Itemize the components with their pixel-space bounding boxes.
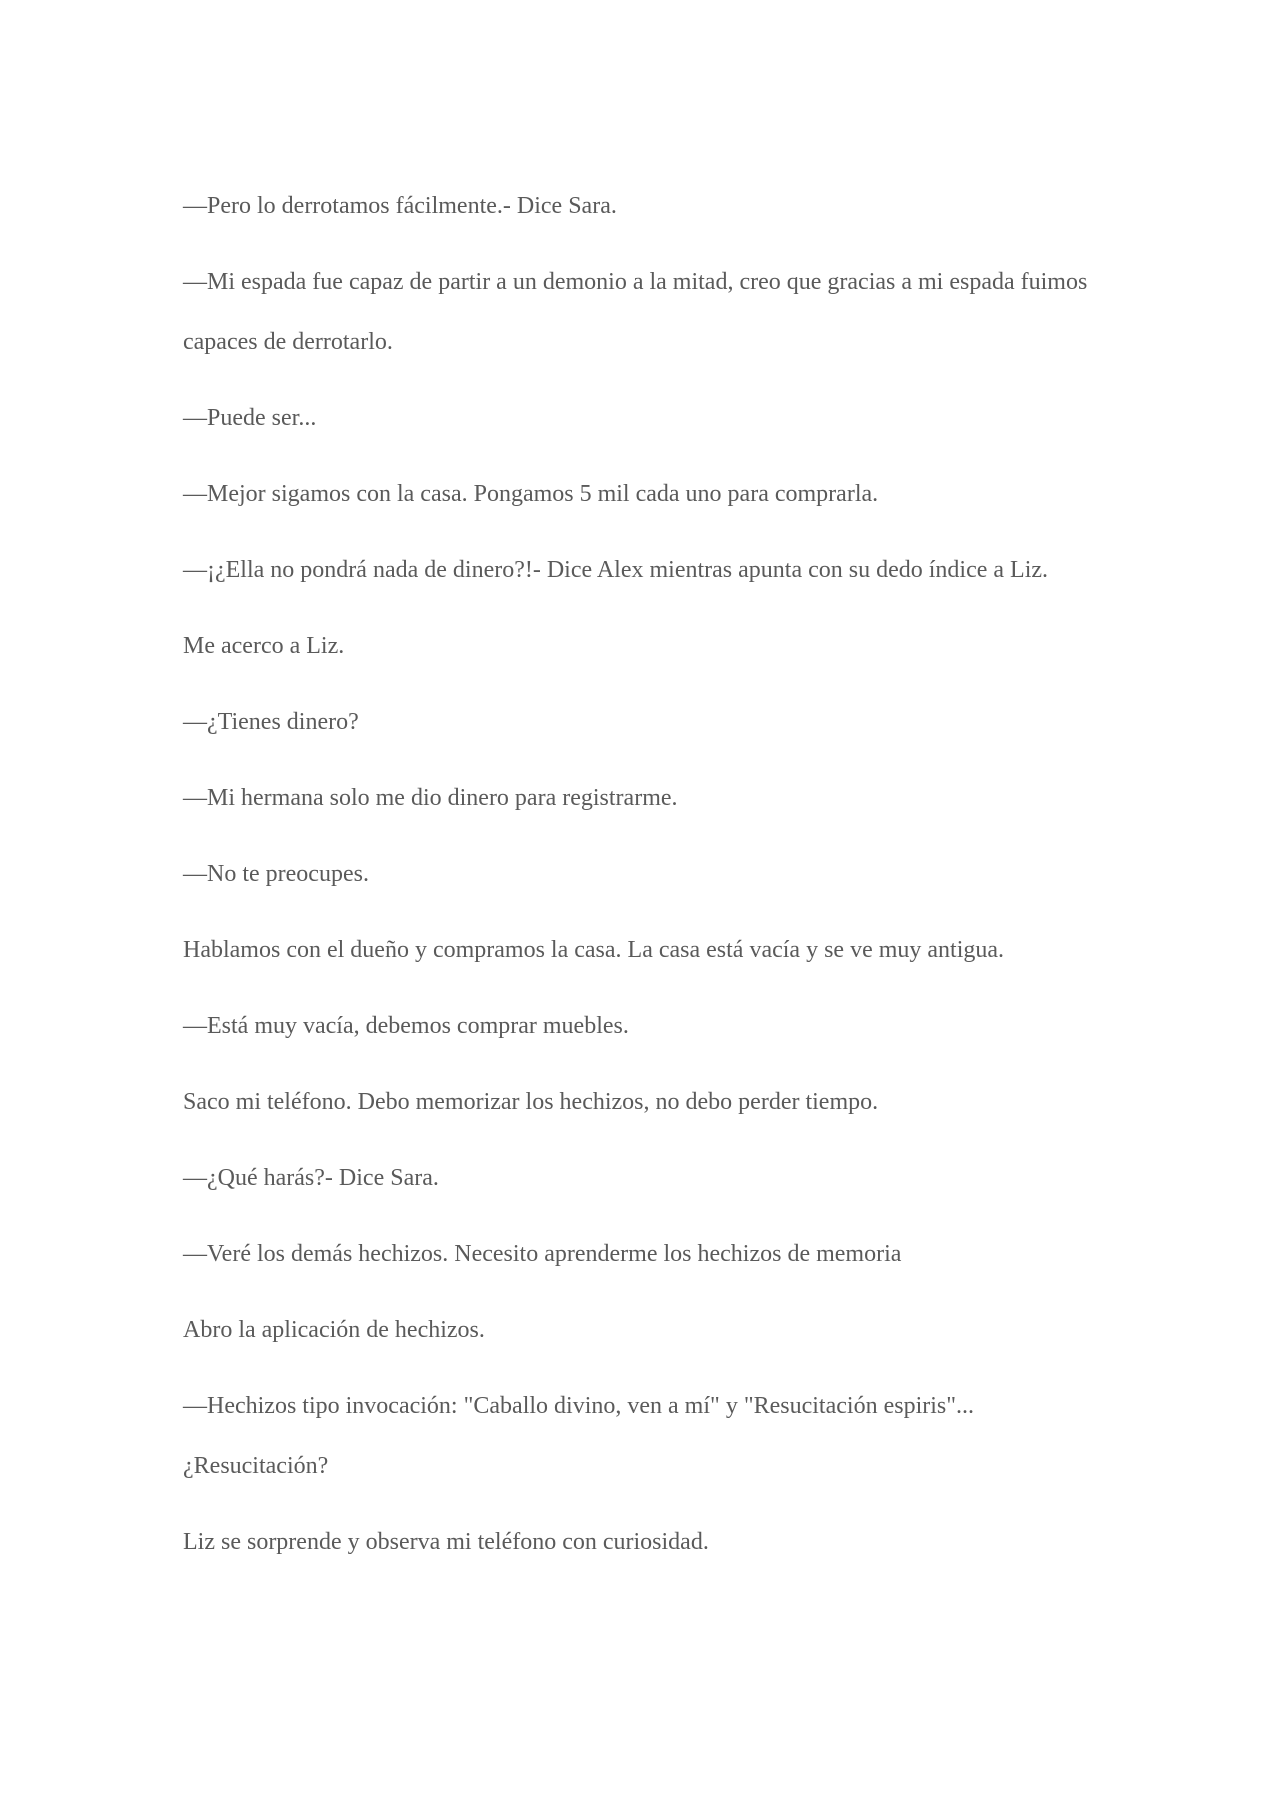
paragraph: Me acerco a Liz. <box>183 633 345 659</box>
paragraph: —Mi espada fue capaz de partir a un demonio a la mitad, creo que gracias a mi espada fuimos capaces de derrotarlo. <box>183 269 1088 355</box>
paragraph: —Puede ser... <box>183 405 317 431</box>
paragraph: —Hechizos tipo invocación: "Caballo divino, ven a mí" y "Resucitación espiris"... ¿Resucitación? <box>183 1393 975 1479</box>
paragraph: —Mejor sigamos con la casa. Pongamos 5 mil cada uno para comprarla. <box>183 481 879 507</box>
paragraph: —Mi hermana solo me dio dinero para registrarme. <box>183 785 678 811</box>
paragraph: —Está muy vacía, debemos comprar muebles. <box>183 1013 629 1039</box>
paragraph: Saco mi teléfono. Debo memorizar los hechizos, no debo perder tiempo. <box>183 1089 879 1115</box>
paragraph: —¿Qué harás?- Dice Sara. <box>183 1165 439 1191</box>
paragraph: —¿Tienes dinero? <box>183 709 359 735</box>
paragraph: —No te preocupes. <box>183 861 369 887</box>
paragraph: —¡¿Ella no pondrá nada de dinero?!- Dice Alex mientras apunta con su dedo índice a Liz. <box>183 557 1049 583</box>
document-body <box>183 176 1103 1588</box>
paragraph: Hablamos con el dueño y compramos la casa. La casa está vacía y se ve muy antigua. <box>183 937 1005 963</box>
paragraph: —Pero lo derrotamos fácilmente.- Dice Sara. <box>183 193 617 219</box>
paragraph: Abro la aplicación de hechizos. <box>183 1317 485 1343</box>
paragraph: Liz se sorprende y observa mi teléfono con curiosidad. <box>183 1529 709 1555</box>
paragraph: —Veré los demás hechizos. Necesito aprenderme los hechizos de memoria <box>183 1241 902 1267</box>
